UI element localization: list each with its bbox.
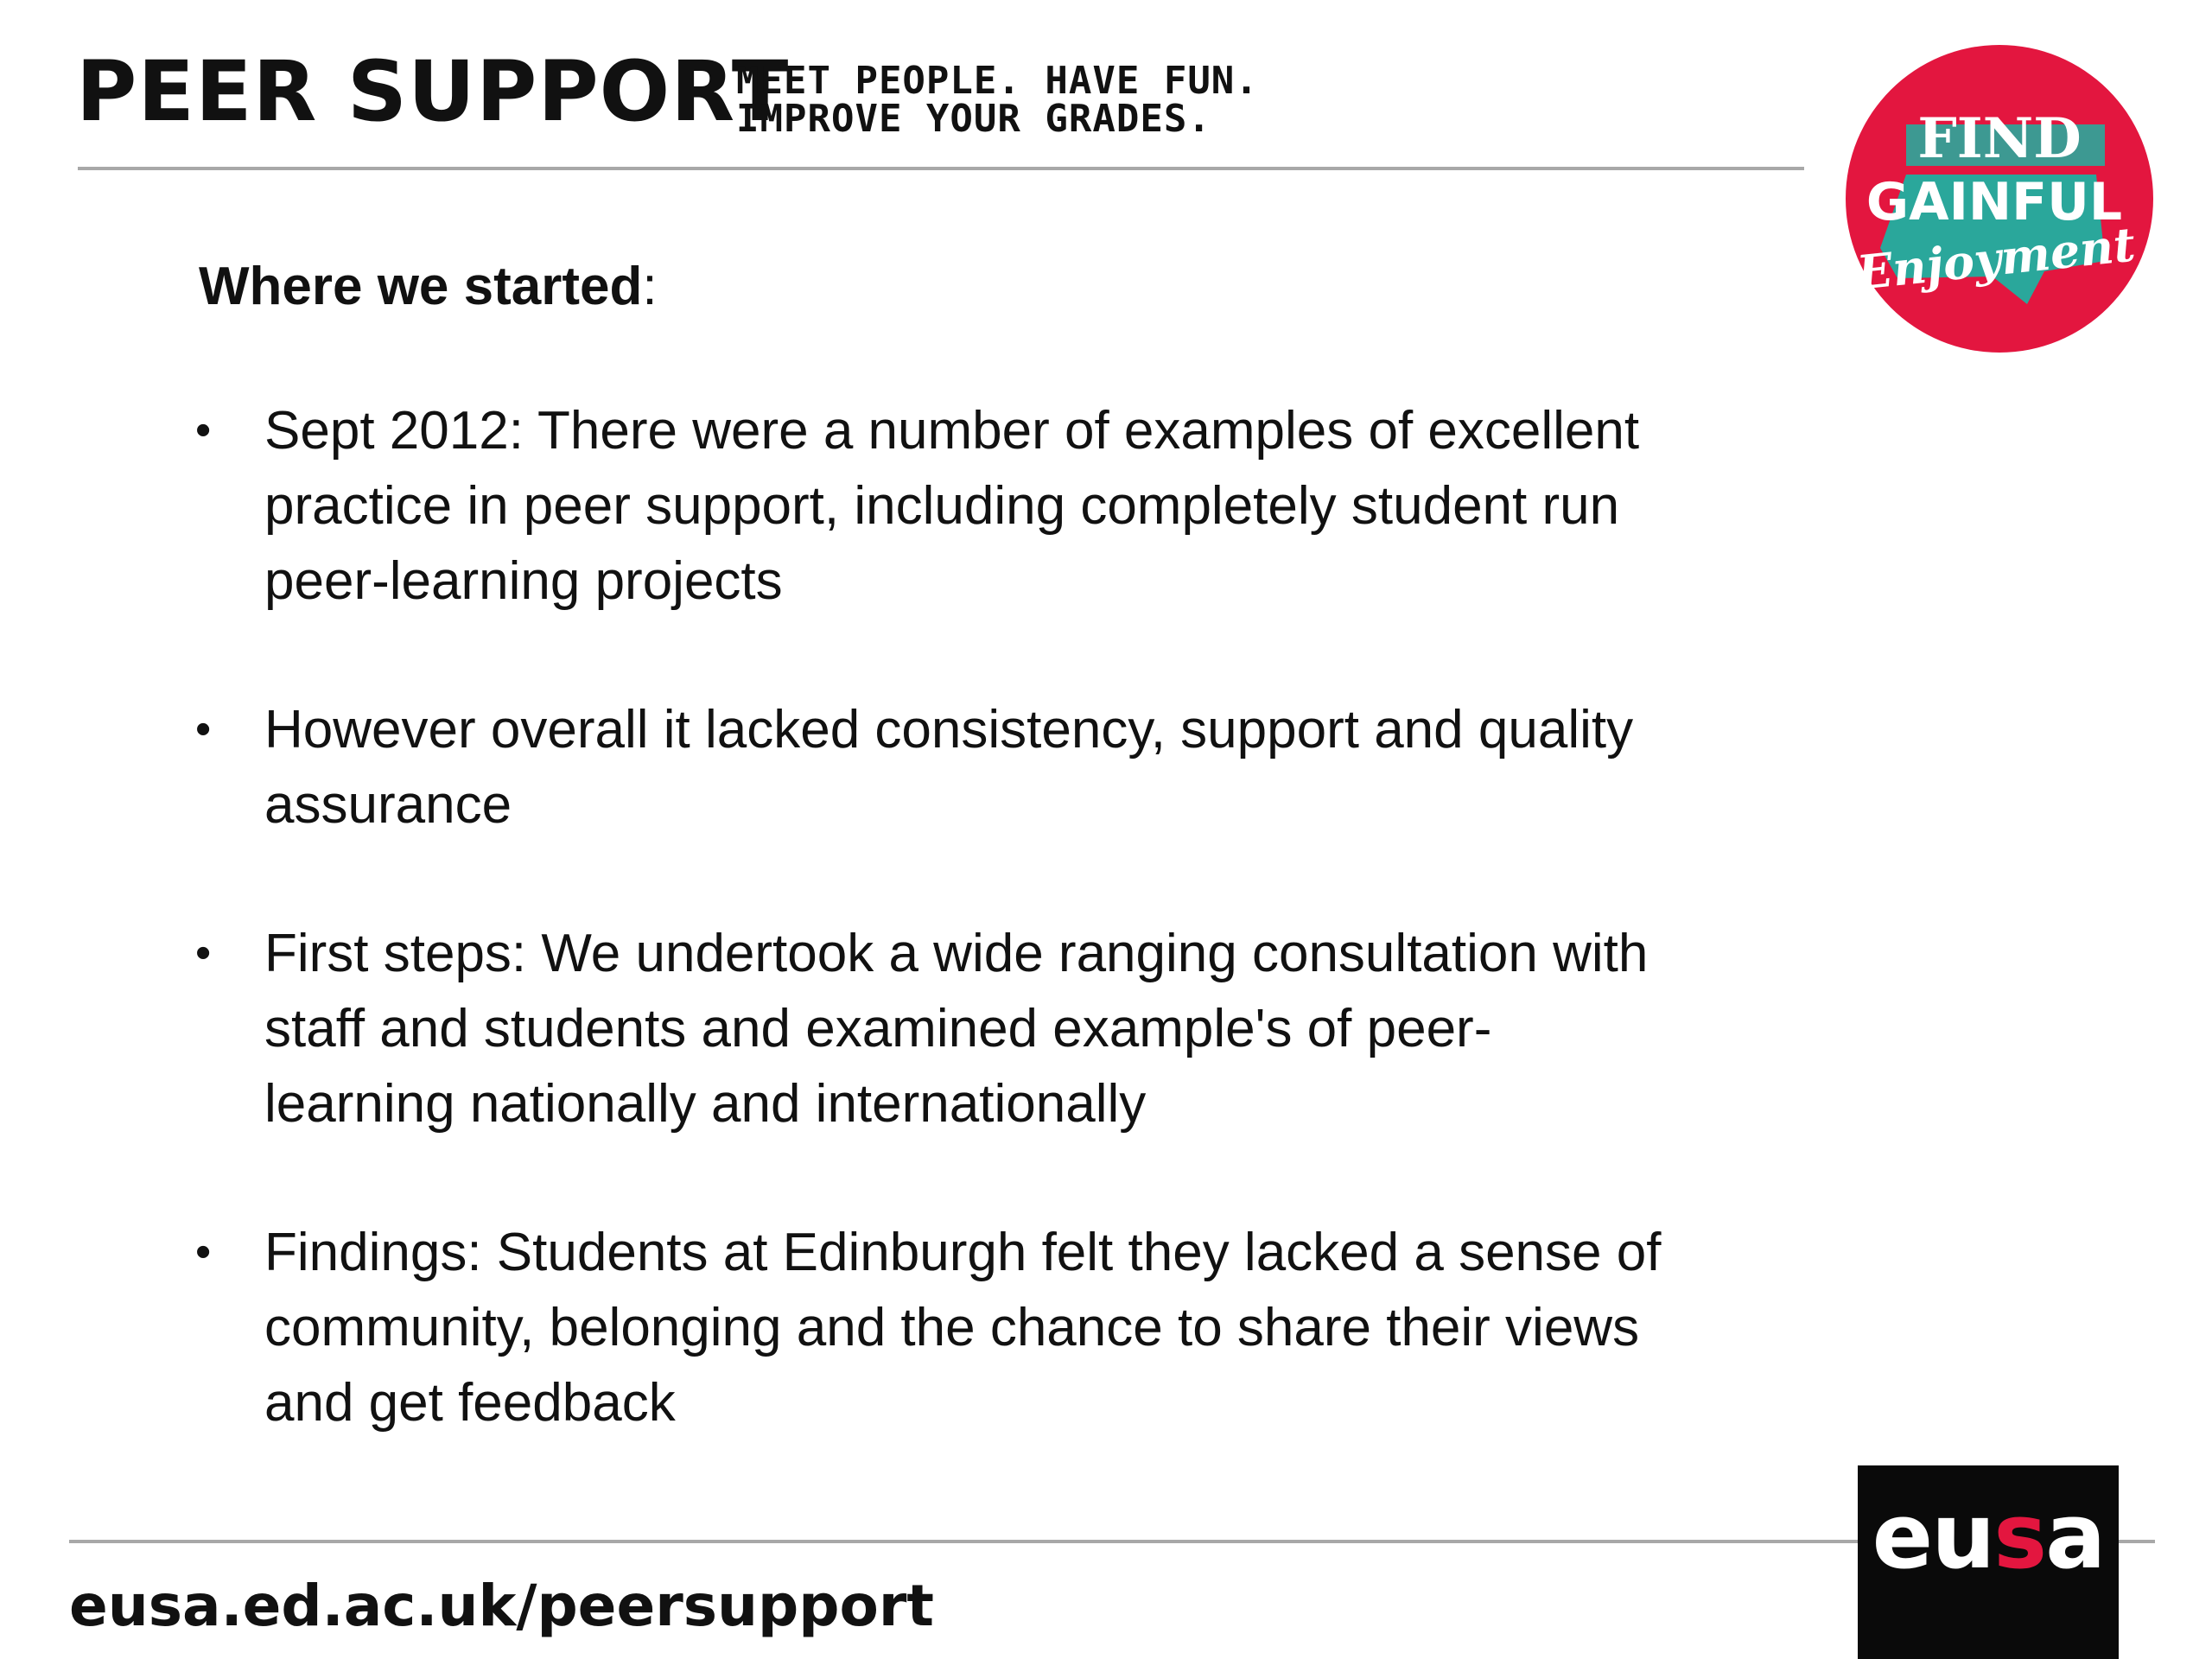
section-heading-bold: Where we started xyxy=(199,257,643,316)
bullet-dot: • xyxy=(195,928,212,978)
find-gainful-enjoyment-badge xyxy=(1846,45,2153,353)
badge-line-2: GAINFUL xyxy=(1866,172,2123,232)
tagline-line-2: IMPROVE YOUR GRADES. xyxy=(736,97,1211,141)
bullet-dot: • xyxy=(195,1227,212,1277)
eusa-logo-part-2: s xyxy=(1993,1484,2046,1589)
list-item xyxy=(190,1215,1676,1440)
tagline xyxy=(736,59,1259,141)
page-title: PEER SUPPORT xyxy=(76,43,790,140)
footer-url: eusa.ed.ac.uk/peersupport xyxy=(69,1573,934,1639)
bullet-text: Sept 2012: There were a number of examples of excellent practice in peer support, including completely student run peer-learning projects xyxy=(264,401,1640,611)
section-heading xyxy=(199,256,658,317)
list-item xyxy=(190,393,1676,619)
bullet-dot: • xyxy=(195,704,212,754)
eusa-logo-part-3: a xyxy=(2045,1484,2105,1589)
badge-line-3: Enjoyment xyxy=(1854,216,2139,301)
bullet-text: However overall it lacked consistency, support and quality assurance xyxy=(264,700,1634,835)
list-item xyxy=(190,692,1676,842)
tagline-line-1: MEET PEOPLE. HAVE FUN. xyxy=(736,59,1259,103)
eusa-logo-part-1: eu xyxy=(1872,1484,1994,1589)
bullet-list xyxy=(190,393,1676,1514)
badge-graphic xyxy=(1846,45,2153,353)
footer-divider xyxy=(69,1540,2155,1543)
list-item xyxy=(190,916,1676,1141)
header-divider xyxy=(78,167,1804,170)
badge-line-1: FIND xyxy=(1917,106,2082,171)
bullet-text: Findings: Students at Edinburgh felt they lacked a sense of community, belonging and the chance to share their views and get feedback xyxy=(264,1223,1662,1433)
bullet-dot: • xyxy=(195,405,212,455)
eusa-logo-text xyxy=(1858,1484,2119,1589)
eusa-logo xyxy=(1858,1465,2119,1659)
section-heading-colon: : xyxy=(642,257,658,316)
bullet-text: First steps: We undertook a wide ranging consultation with staff and students and examined example's of peer-learning nationally and internationally xyxy=(264,924,1649,1134)
